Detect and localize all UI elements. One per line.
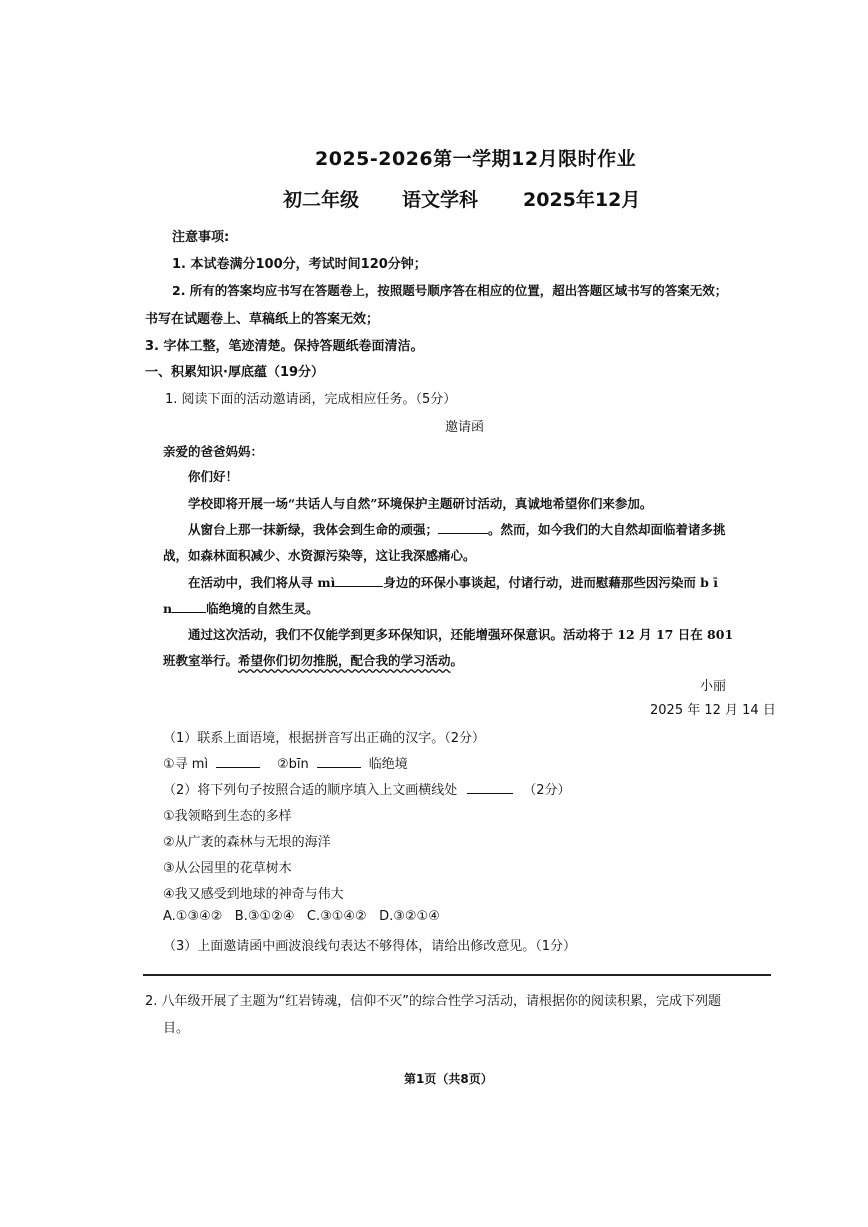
grade-label: 初二年级 [283, 189, 360, 211]
sub1-a-label: ①寻 mì [163, 757, 209, 772]
question-1-prompt: 1. 阅读下面的活动邀请函，完成相应任务。（5分） [165, 392, 457, 407]
exam-title: 2025-2026第一学期12月限时作业 [315, 148, 637, 170]
letter-salutation: 亲爱的爸爸妈妈： [163, 444, 264, 459]
section-divider [143, 974, 771, 976]
letter-paragraph-3-cont [163, 599, 319, 617]
letter-p3-end: 临绝境的自然生灵。 [206, 601, 319, 616]
question-2-line-1: 2. 八年级开展了主题为“红岩铸魂，信仰不灭”的综合性学习活动，请根据你的阅读积累，完成下列题 [145, 994, 722, 1009]
subquestion-1-b [277, 753, 408, 772]
option-2: ②从广袤的森林与无垠的海洋 [163, 835, 331, 850]
letter-p3-n: n [163, 601, 173, 616]
exam-date: 2025年12月 [523, 189, 641, 211]
notice-item-3: 3. 字体工整，笔迹清楚。保持答题纸卷面清洁。 [145, 339, 424, 354]
letter-paragraph-2-cont: 战，如森林面积减少、水资源污染等，这让我深感痛心。 [163, 548, 476, 563]
answer-blank-sentence [438, 521, 488, 535]
notice-item-2-cont: 书写在试题卷上、草稿纸上的答案无效； [145, 312, 380, 327]
sub2-text: （2）将下列句子按照合适的顺序填入上文画横线处 [163, 783, 458, 798]
letter-p4-end: 。 [450, 653, 464, 668]
subquestion-3: （3）上面邀请函中画波浪线句表达不够得体，请给出修改意见。（1分） [163, 939, 577, 954]
letter-paragraph-3 [188, 573, 718, 591]
sub2-score: （2分） [523, 783, 571, 798]
question-2-line-2: 目。 [163, 1021, 190, 1036]
notice-heading: 注意事项: [172, 230, 230, 245]
subject-label: 语文学科 [402, 189, 479, 211]
letter-p2-end: 。然而，如今我们的大自然却面临着诸多挑 [488, 522, 726, 537]
page-number: 第1页（共8页） [404, 1072, 493, 1086]
notice-item-2: 2. 所有的答案均应书写在答题卷上，按照题号顺序答在相应的位置，超出答题区域书写的答案无效； [172, 283, 728, 298]
notice-item-1: 1. 本试卷满分100分，考试时间120分钟； [172, 257, 427, 272]
answer-blank-mi [216, 754, 260, 768]
letter-p3-start: 在活动中，我们将从寻 mì [188, 575, 336, 590]
subquestion-2 [163, 779, 571, 798]
letter-paragraph-2 [188, 520, 726, 538]
sub1-b-end: 临绝境 [368, 757, 408, 772]
section-heading: 一、积累知识·厚底蕴（19分） [145, 365, 325, 380]
pinyin-blank-mi [335, 574, 383, 588]
pinyin-blank-bin [172, 600, 206, 614]
wavy-underlined-sentence: 希望你们切勿推脱，配合我的学习活动 [238, 653, 451, 668]
option-4: ④我又感受到地球的神奇与伟大 [163, 887, 344, 902]
letter-p2-start: 从窗台上那一抹新绿，我体会到生命的顽强； [188, 522, 439, 537]
letter-title: 邀请函 [445, 420, 485, 435]
letter-paragraph-4-cont [163, 651, 463, 669]
option-1: ①我领略到生态的多样 [163, 809, 292, 824]
letter-date: 2025 年 12 月 14 日 [650, 703, 776, 718]
letter-paragraph-1: 学校即将开展一场“共话人与自然”环境保护主题研讨活动，真诚地希望你们来参加。 [188, 496, 653, 511]
letter-signature: 小丽 [700, 679, 727, 694]
letter-greeting: 你们好！ [188, 469, 239, 484]
subquestion-1-a [163, 753, 260, 772]
answer-blank-bin [317, 754, 361, 768]
letter-paragraph-4: 通过这次活动，我们不仅能学到更多环保知识，还能增强环保意识。活动将于 12 月 17 日在 801 [188, 627, 734, 642]
answer-choices: A.①③④② B.③①②④ C.③①④② D.③②①④ [163, 909, 440, 924]
letter-p4-start: 班教室举行。 [163, 653, 239, 668]
option-3: ③从公园里的花草树木 [163, 861, 292, 876]
answer-blank-order [467, 780, 513, 794]
letter-p3-mid: 身边的环保小事谈起，付诸行动，进而慰藉那些因污染而 b ī [383, 575, 719, 590]
sub1-b-label: ②bīn [277, 757, 309, 772]
subquestion-1: （1）联系上面语境，根据拼音写出正确的汉字。（2分） [163, 731, 486, 746]
